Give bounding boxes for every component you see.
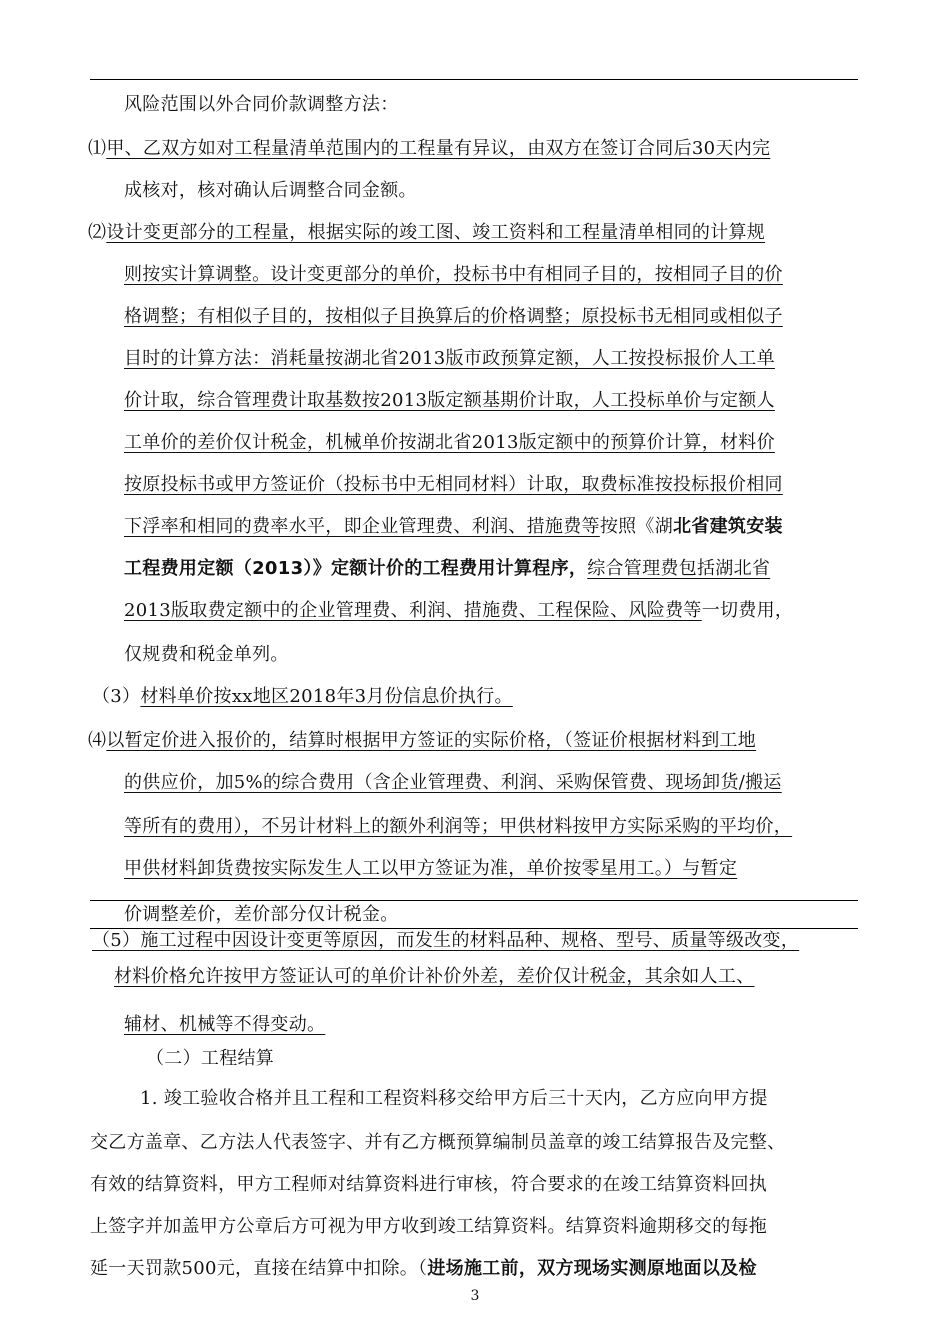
text-run: 成核对，核对确认后调整合同金额。 — [124, 180, 417, 201]
text-run: 一切费用， — [701, 600, 794, 621]
text-line — [88, 136, 770, 162]
text-run: 材料价格允许按甲方签证认可的单价计补价外差，差价仅计税金，其余如人工、 — [114, 966, 755, 987]
text-run: 综合管理费包括湖北省 — [587, 558, 771, 579]
text-line — [124, 598, 793, 624]
text-line — [90, 1256, 757, 1282]
text-line — [90, 1130, 785, 1156]
text-line — [124, 178, 417, 204]
text-run: 上签字并加盖甲方公章后方可视为甲方收到竣工结算资料。结算资料逾期移交的每拖 — [90, 1216, 768, 1237]
text-line — [114, 964, 755, 990]
text-run: 的供应价，加5%的综合费用（含企业管理费、利润、采购保管费、现场卸货/搬运 — [124, 772, 782, 793]
text-line — [88, 220, 765, 246]
text-run: 甲供材料卸货费按实际发生人工以甲方签证为准，单价按零星用工。）与暂定 — [124, 858, 738, 879]
page-number: 3 — [470, 1288, 480, 1304]
text-run: 价调整差价，差价部分仅计税金。 — [124, 904, 399, 925]
text-line — [124, 388, 775, 414]
text-line — [124, 304, 783, 330]
text-line — [92, 928, 799, 954]
text-run: 进场施工前，双方现场实测原地面以及检 — [427, 1258, 757, 1279]
text-line — [124, 556, 770, 582]
text-run: 价计取，综合管理费计取基数按2013版定额基期价计取，人工投标单价与定额人 — [124, 390, 775, 411]
text-run: 按照《湖 — [599, 516, 674, 537]
text-run: 目时的计算方法：消耗量按湖北省2013版市政预算定额，人工按投标报价人工单 — [124, 348, 775, 369]
text-line — [124, 346, 775, 372]
text-line — [90, 1214, 767, 1240]
text-run: ⑵ — [88, 222, 107, 243]
text-run: 设计变更部分的工程量，根据实际的竣工图、竣工资料和工程量清单相同的计算规 — [106, 222, 766, 243]
text-line — [124, 514, 783, 540]
text-run: （3） — [92, 686, 141, 707]
text-line — [124, 1012, 325, 1038]
section-rule-lower — [90, 928, 858, 929]
text-line — [90, 1172, 767, 1198]
text-line — [124, 430, 775, 456]
text-run: （二）工程结算 — [146, 1048, 275, 1069]
text-run: 格调整；有相似子目的，按相似子目换算后的价格调整；原投标书无相同或相似子 — [124, 306, 783, 327]
text-line — [88, 728, 756, 754]
text-run: 辅材、机械等不得变动。 — [124, 1014, 326, 1035]
text-run: ⑷ — [88, 730, 107, 751]
text-run: 材料单价按xx地区2018年3月份信息价执行。 — [140, 686, 513, 707]
text-line — [146, 1046, 274, 1072]
text-run: 则按实计算调整。设计变更部分的单价，投标书中有相同子目的，按相同子目的价 — [124, 264, 783, 285]
text-run: 北省建筑安装 — [673, 516, 783, 537]
text-run: 风险范围以外合同价款调整方法： — [124, 94, 399, 115]
text-run: 按原投标书或甲方签证价（投标书中无相同材料）计取，取费标准按投标报价相同 — [124, 474, 783, 495]
text-run: ⑴ — [88, 138, 107, 159]
header-rule — [90, 79, 858, 80]
text-run: 工单价的差价仅计税金，机械单价按湖北省2013版定额中的预算价计算，材料价 — [124, 432, 775, 453]
text-run: 下浮率和相同的费率水平，即企业管理费、利润、措施费等 — [124, 516, 600, 537]
text-line — [124, 262, 783, 288]
text-run: 工程费用定额（2013）》定额计价的工程费用计算程序， — [124, 558, 588, 579]
text-line — [124, 92, 399, 118]
text-line — [124, 814, 792, 840]
text-run: 仅规费和税金单列。 — [124, 644, 289, 665]
text-line — [124, 472, 783, 498]
text-line — [140, 1086, 768, 1112]
text-run: 甲、乙双方如对工程量清单范围内的工程量有异议，由双方在签订合同后30天内完 — [106, 138, 771, 159]
text-run: 交乙方盖章、乙方法人代表签字、并有乙方概预算编制员盖章的竣工结算报告及完整、 — [90, 1132, 786, 1153]
section-rule-upper — [90, 900, 858, 901]
text-line — [92, 684, 513, 710]
text-run: （5）施工过程中因设计变更等原因，而发生的材料品种、规格、型号、质量等级改变， — [92, 930, 800, 951]
text-run: 等所有的费用），不另计材料上的额外利润等；甲供材料按甲方实际采购的平均价， — [124, 816, 793, 837]
text-run: 1. 竣工验收合格并且工程和工程资料移交给甲方后三十天内，乙方应向甲方提 — [140, 1088, 768, 1109]
text-run: 延一天罚款500元，直接在结算中扣除。（ — [90, 1258, 428, 1279]
text-run: 有效的结算资料，甲方工程师对结算资料进行审核，符合要求的在竣工结算资料回执 — [90, 1174, 768, 1195]
text-line — [124, 856, 737, 882]
text-run: 以暂定价进入报价的，结算时根据甲方签证的实际价格，（签证价根据材料到工地 — [106, 730, 757, 751]
text-line — [124, 642, 289, 668]
text-run: 2013版取费定额中的企业管理费、利润、措施费、工程保险、风险费等 — [124, 600, 702, 621]
text-line — [124, 770, 782, 796]
text-line — [124, 902, 399, 928]
